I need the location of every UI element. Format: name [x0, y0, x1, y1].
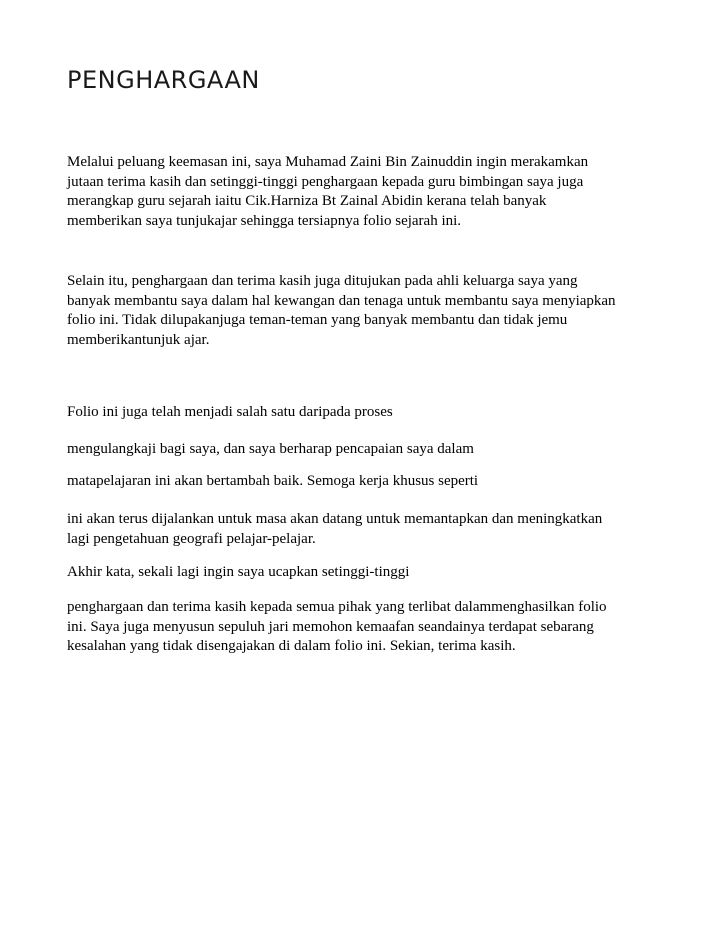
page-title: PENGHARGAAN: [67, 66, 260, 94]
paragraph-8: penghargaan dan terima kasih kepada semua pihak yang terlibat dalammenghasilkan folio ini. Saya juga menyusun sepuluh jari memohon kemaafan seandainya terdapat sebarang kesalahan yang tidak disengajakan di dalam folio ini. Sekian, terima kasih.: [67, 599, 607, 654]
paragraph-1: Melalui peluang keemasan ini, saya Muhamad Zaini Bin Zainuddin ingin merakamkan jutaan terima kasih dan setinggi-tinggi penghargaan kepada guru bimbingan saya juga merangkap guru sejarah iaitu Cik.Harniza Bt Zainal Abidin kerana telah banyak memberikan saya tunjukajar sehingga tersiapnya folio sejarah ini.: [67, 154, 589, 229]
paragraph-3: Folio ini juga telah menjadi salah satu daripada proses: [67, 404, 393, 420]
paragraph-6: ini akan terus dijalankan untuk masa akan datang untuk memantapkan dan meningkatkan lagi pengetahuan geografi pelajar-pelajar.: [67, 511, 603, 547]
paragraph-5: matapelajaran ini akan bertambah baik. Semoga kerja khusus seperti: [67, 473, 479, 489]
paragraph-2: Selain itu, penghargaan dan terima kasih juga ditujukan pada ahli keluarga saya yang banyak membantu saya dalam hal kewangan dan tenaga untuk membantu saya menyiapkan folio ini. Tidak dilupakanjuga teman-teman yang banyak membantu dan tidak jemu memberikantunjuk ajar.: [67, 273, 616, 348]
paragraph-4: mengulangkaji bagi saya, dan saya berharap pencapaian saya dalam: [67, 441, 474, 457]
paragraph-7: Akhir kata, sekali lagi ingin saya ucapkan setinggi-tinggi: [67, 564, 410, 580]
